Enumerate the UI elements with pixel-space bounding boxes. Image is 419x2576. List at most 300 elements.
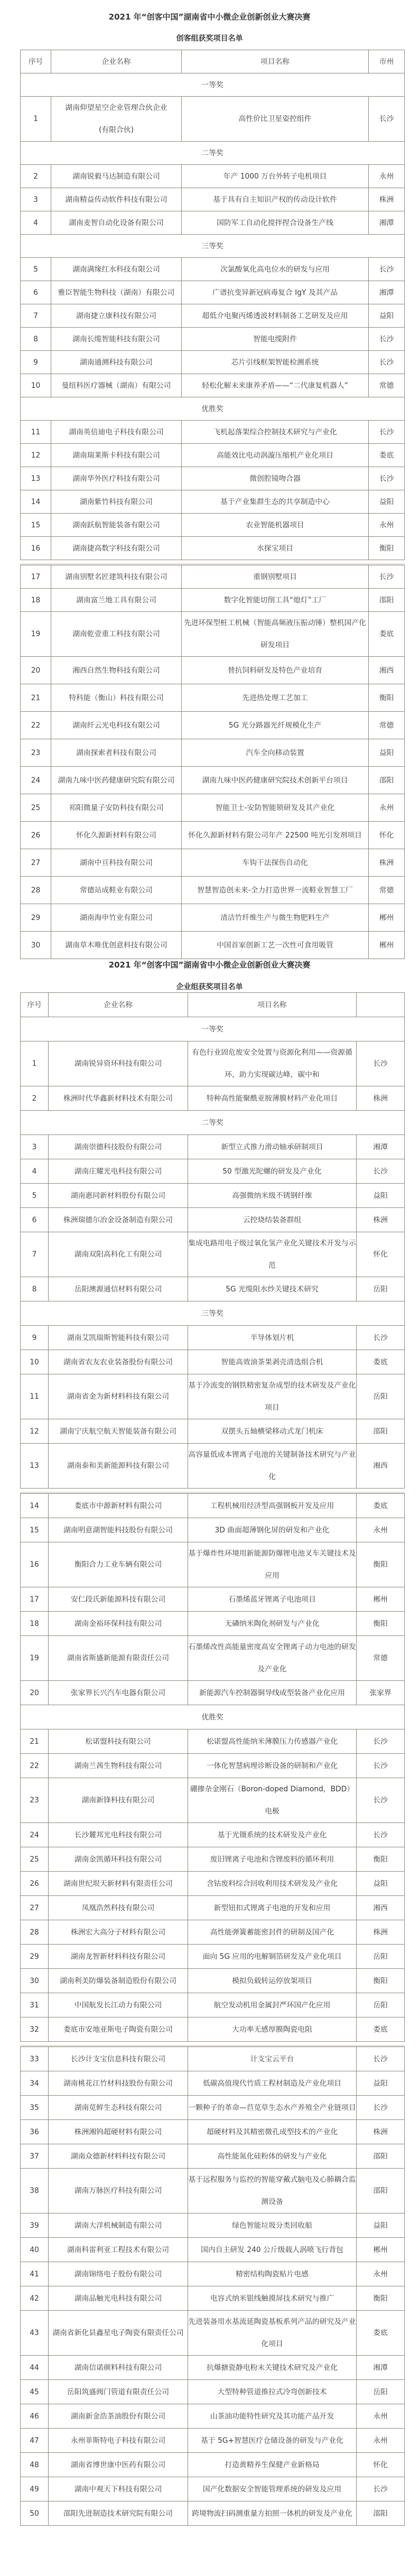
project-name: 基于光镊系统的技术研发及产业化 bbox=[188, 1823, 357, 1847]
project-name: 年产 1000 万台外转子电机项目 bbox=[182, 165, 369, 188]
company-name: 株洲湘钨超硬材料有限公司 bbox=[49, 2120, 188, 2144]
table-row bbox=[21, 1135, 405, 1159]
project-name: 基于远程服务与监控的智能穿戴式脑电及心肺耦合监测设备 bbox=[188, 2169, 357, 2214]
city-name: 长沙 bbox=[369, 421, 405, 444]
award-level-label: 优胜奖 bbox=[21, 1705, 405, 1729]
city-name: 株洲 bbox=[369, 849, 405, 877]
award-level-row bbox=[21, 1111, 405, 1135]
company-name: 湖南金裕环保科技有限公司 bbox=[49, 1612, 188, 1636]
table-row bbox=[21, 188, 405, 211]
project-name: 大功率无感厚膜陶瓷电阻 bbox=[188, 2017, 357, 2042]
row-number: 28 bbox=[21, 1920, 49, 1945]
company-name: 湖南大洋机械制造有限公司 bbox=[49, 2214, 188, 2238]
project-name: 轻松化解未来康养矛盾——“二代康复机器人” bbox=[182, 374, 369, 397]
project-name: 基于具有自主知识产权的传动设计软件 bbox=[182, 188, 369, 211]
city-name: 湘西 bbox=[357, 1896, 405, 1920]
city-name: 张家界 bbox=[357, 1681, 405, 1705]
award-table bbox=[20, 2047, 405, 2526]
table-row bbox=[21, 1232, 405, 1277]
table-row bbox=[21, 1847, 405, 1872]
row-number: 7 bbox=[21, 1232, 49, 1277]
row-number: 47 bbox=[21, 2429, 49, 2453]
company-name: 曼纽科医疗器械（湖南）有限公司 bbox=[51, 374, 182, 397]
row-number: 29 bbox=[21, 904, 51, 932]
row-number: 1 bbox=[21, 1041, 49, 1086]
project-name: 中国首家创新工艺一次性可食用吸管 bbox=[182, 932, 369, 959]
company-name: 湖南桃花江竹材科技股份有限公司 bbox=[49, 2071, 188, 2096]
table-row bbox=[21, 258, 405, 281]
table-row bbox=[21, 657, 405, 684]
company-name: 湖南省金为新材料科技有限公司 bbox=[49, 1374, 188, 1419]
city-name: 娄底 bbox=[369, 444, 405, 467]
company-name: 娄底市中源新材料有限公司 bbox=[49, 1494, 188, 1518]
city-name: 岳阳 bbox=[357, 1374, 405, 1419]
table-row bbox=[21, 2238, 405, 2262]
company-name: 湖南利美防爆装备制造股份有限公司 bbox=[49, 1969, 188, 1993]
company-name: 张家界长兴汽车电器有限公司 bbox=[49, 1681, 188, 1705]
city-name: 长沙 bbox=[357, 2096, 405, 2120]
company-name: 岳阳澳源通信材料有限公司 bbox=[49, 1277, 188, 1301]
project-name: 国内自主研发 240 公斤级载人涡喷飞行背包 bbox=[188, 2238, 357, 2262]
company-name: 湖南满缘红水科技有限公司 bbox=[51, 258, 182, 281]
project-name: 绿色智能垃圾分类回收船 bbox=[188, 2214, 357, 2238]
project-name: 打造黄精养生保健产业新格局 bbox=[188, 2453, 357, 2477]
award-level-row bbox=[21, 1705, 405, 1729]
project-name: 飞机起落架综合控制技术研究与产业化 bbox=[182, 421, 369, 444]
award-level-row bbox=[21, 73, 405, 97]
table-header-row bbox=[21, 50, 405, 73]
company-name: 湖南瑞莱斯卡科技有限公司 bbox=[51, 444, 182, 467]
header-project: 项目名称 bbox=[188, 993, 357, 1017]
project-name: 石墨烯改性高能量密度高安全锂离子动力电池的研发及产业化 bbox=[188, 1636, 357, 1681]
row-number: 39 bbox=[21, 2214, 49, 2238]
company-name: 湖南双阳高科化工有限公司 bbox=[49, 1232, 188, 1277]
row-number: 31 bbox=[21, 1993, 49, 2017]
table-row bbox=[21, 1494, 405, 1518]
city-name: 常德 bbox=[357, 1636, 405, 1681]
table-row bbox=[21, 1086, 405, 1111]
row-number: 2 bbox=[21, 1086, 49, 1111]
company-name: 湖南新金浩茶油股份有限公司 bbox=[49, 2404, 188, 2429]
row-number: 10 bbox=[21, 374, 51, 397]
project-name: 高能效比电动涡漩压缩机产业化项目 bbox=[182, 444, 369, 467]
project-name: 基于 5G+智慧医疗仓储设备的研发与产业化 bbox=[188, 2429, 357, 2453]
company-name: 怀化久源新材料有限公司 bbox=[51, 822, 182, 849]
project-name: 一体化智慧病理诊断设备的研制和产业化 bbox=[188, 1754, 357, 1778]
table-row bbox=[21, 165, 405, 188]
project-name: 先进环保型桩工机械（智能高频液压振动锤）整机国产化研发项目 bbox=[182, 612, 369, 657]
row-number: 20 bbox=[21, 657, 51, 684]
table-row bbox=[21, 1184, 405, 1208]
company-name: 中国航发长江动力有限公司 bbox=[49, 1993, 188, 2017]
project-name: 模拟负载转运停放架项目 bbox=[188, 1969, 357, 1993]
table-row bbox=[21, 1612, 405, 1636]
table-row bbox=[21, 2429, 405, 2453]
city-name: 怀化 bbox=[357, 2453, 405, 2477]
row-number: 22 bbox=[21, 712, 51, 739]
city-name: 邵阳 bbox=[369, 767, 405, 794]
project-name: 50 型激光陀螺的研发及产业化 bbox=[188, 1159, 357, 1184]
company-name: 湖南捷高数字科技有限公司 bbox=[51, 537, 182, 560]
row-number: 4 bbox=[21, 211, 51, 235]
table-row bbox=[21, 2286, 405, 2311]
project-name: 替抗饲料研发及特色产业培育 bbox=[182, 657, 369, 684]
row-number: 19 bbox=[21, 612, 51, 657]
company-name: 娄底市安地亚斯电子陶瓷有限公司 bbox=[49, 2017, 188, 2042]
table-row bbox=[21, 444, 405, 467]
company-name: 株洲瑞德尔冶金设备制造有限公司 bbox=[49, 1208, 188, 1232]
award-list-block bbox=[0, 960, 419, 2526]
row-number: 1 bbox=[21, 97, 51, 142]
city-name: 株洲 bbox=[357, 2120, 405, 2144]
row-number: 21 bbox=[21, 1729, 49, 1754]
table-row bbox=[21, 1419, 405, 1444]
header-city: 市州 bbox=[369, 50, 405, 73]
project-name: 先进装备用水基流延陶瓷基板系列产品的研究及产业化项目 bbox=[188, 2311, 357, 2356]
row-number: 38 bbox=[21, 2169, 49, 2214]
project-name: 抗爆搪瓷静电粉末关键技术研究及产业化 bbox=[188, 2356, 357, 2380]
city-name: 娄底 bbox=[357, 2311, 405, 2356]
row-number: 26 bbox=[21, 822, 51, 849]
city-name: 衡阳 bbox=[357, 1542, 405, 1587]
table-row bbox=[21, 794, 405, 822]
city-name: 娄底 bbox=[357, 1494, 405, 1518]
company-name: 湖南省新化县鑫星电子陶瓷有限责任公司 bbox=[49, 2311, 188, 2356]
row-number: 13 bbox=[21, 467, 51, 490]
row-number: 36 bbox=[21, 2120, 49, 2144]
city-name: 怀化 bbox=[357, 1232, 405, 1277]
project-name: 集成电路用电子级过氧化氢产业化关键技术开发与示范 bbox=[188, 1232, 357, 1277]
row-number: 32 bbox=[21, 2017, 49, 2042]
table-row bbox=[21, 2262, 405, 2286]
list-subtitle: 企业组获奖项目名单 bbox=[176, 983, 243, 991]
company-name: 永州菲斯特电子科技有限公司 bbox=[49, 2429, 188, 2453]
table-row bbox=[21, 2356, 405, 2380]
project-name: 无磷纳米陶化剂研发与产业化 bbox=[188, 1612, 357, 1636]
row-number: 25 bbox=[21, 1847, 49, 1872]
row-number: 23 bbox=[21, 739, 51, 767]
table-row bbox=[21, 1754, 405, 1778]
company-name: 湖南宁庆航空航天智能装备有限公司 bbox=[49, 1419, 188, 1444]
table-row bbox=[21, 1729, 405, 1754]
city-name: 益阳 bbox=[369, 739, 405, 767]
row-number: 27 bbox=[21, 1896, 49, 1920]
project-name: 超硬材料及其精密微孔成型技术的产业化 bbox=[188, 2120, 357, 2144]
city-name: 衡阳 bbox=[357, 2286, 405, 2311]
project-name: 基于产业集群生态的共享制造中心 bbox=[182, 490, 369, 514]
project-name: 智能卫士-安防智能锁研发及其产业化 bbox=[182, 794, 369, 822]
award-level-row bbox=[21, 1017, 405, 1041]
table-row bbox=[21, 822, 405, 849]
company-name: 常德站成鞋业有限公司 bbox=[51, 877, 182, 904]
table-row bbox=[21, 514, 405, 537]
city-name: 湘潭 bbox=[357, 2356, 405, 2380]
city-name: 郴州 bbox=[369, 904, 405, 932]
row-number: 50 bbox=[21, 2501, 49, 2526]
company-name: 邵阳先进制造技术研究院有限公司 bbox=[49, 2501, 188, 2526]
award-list-block bbox=[0, 12, 419, 959]
row-number: 14 bbox=[21, 490, 51, 514]
row-number: 37 bbox=[21, 2144, 49, 2169]
city-name: 株洲 bbox=[357, 1208, 405, 1232]
table-row bbox=[21, 1542, 405, 1587]
company-name: 湖南海申竹业有限公司 bbox=[51, 904, 182, 932]
table-row bbox=[21, 537, 405, 560]
row-number: 18 bbox=[21, 589, 51, 612]
project-name: 硼掺杂金刚石（Boron-doped Diamond，BDD）电极 bbox=[188, 1778, 357, 1823]
company-name: 湖南艾凯瑞斯智能科技有限公司 bbox=[49, 1326, 188, 1350]
city-name: 常德 bbox=[369, 712, 405, 739]
project-name: 超低介电聚丙烯透波材料制备工艺研发及应用 bbox=[182, 304, 369, 328]
company-name: 湖南龙智新材料科技有限公司 bbox=[49, 1945, 188, 1969]
city-name: 邵阳 bbox=[357, 2169, 405, 2214]
row-number: 2 bbox=[21, 165, 51, 188]
table-row bbox=[21, 1518, 405, 1542]
table-row bbox=[21, 1326, 405, 1350]
award-level-row bbox=[21, 397, 405, 421]
project-name: 国防军工自动化搅拌捏合设备生产线 bbox=[182, 211, 369, 235]
company-name: 湘西自然生物科技有限公司 bbox=[51, 657, 182, 684]
company-name: 湖南九味中医药健康研究院有限公司 bbox=[51, 767, 182, 794]
city-name: 株洲 bbox=[357, 1920, 405, 1945]
city-name: 湘潭 bbox=[369, 281, 405, 304]
company-name: 湖南草木唯优创意科技有限公司 bbox=[51, 932, 182, 959]
table-row bbox=[21, 849, 405, 877]
row-number: 16 bbox=[21, 1542, 49, 1587]
project-name: 石墨烯蓝牙锂离子电池项目 bbox=[188, 1587, 357, 1612]
project-name: 计支宝云平台 bbox=[188, 2047, 357, 2071]
company-name: 安仁段氏新能源科技有限公司 bbox=[49, 1587, 188, 1612]
city-name: 益阳 bbox=[357, 1184, 405, 1208]
award-table bbox=[20, 1493, 405, 2042]
table-row bbox=[21, 328, 405, 351]
table-row bbox=[21, 712, 405, 739]
row-number: 12 bbox=[21, 1419, 49, 1444]
project-name: 5G 光缆阻水纱关键技术研究 bbox=[188, 1277, 357, 1301]
company-name: 长沙麓邦光电科技有限公司 bbox=[49, 1823, 188, 1847]
city-name: 常德 bbox=[369, 877, 405, 904]
city-name: 永州 bbox=[357, 2429, 405, 2453]
city-name: 长沙 bbox=[357, 2047, 405, 2071]
company-name: 湖南别墅名匠建筑科技有限公司 bbox=[51, 565, 182, 589]
row-number: 8 bbox=[21, 328, 51, 351]
company-name: 岳阳筑盛阀门管道有限责任公司 bbox=[49, 2380, 188, 2404]
city-name: 株洲 bbox=[357, 1086, 405, 1111]
company-name: 湖南锐异资环科技有限公司 bbox=[49, 1041, 188, 1086]
city-name: 长沙 bbox=[357, 1823, 405, 1847]
list-subtitle: 创客组获奖项目名单 bbox=[176, 34, 243, 43]
city-name: 邵阳 bbox=[369, 589, 405, 612]
company-name: 湖南省斯盛新能源有限责任公司 bbox=[49, 1636, 188, 1681]
table-header-row bbox=[21, 993, 405, 1017]
document-title: 2021 年“创客中国”湖南省中小微企业创新创业大赛决赛 bbox=[108, 960, 311, 970]
table-row bbox=[21, 2120, 405, 2144]
city-name: 娄底 bbox=[357, 1350, 405, 1374]
project-name: 次氯酸氧化高电位水的研发与应用 bbox=[182, 258, 369, 281]
award-level-row bbox=[21, 1301, 405, 1326]
project-name: 先进热处理工艺加工 bbox=[182, 684, 369, 712]
row-number: 27 bbox=[21, 849, 51, 877]
project-name: 双摆头五轴横梁移动式龙门机床 bbox=[188, 1419, 357, 1444]
table-row bbox=[21, 351, 405, 374]
city-name: 邵阳 bbox=[357, 2144, 405, 2169]
table-row bbox=[21, 490, 405, 514]
table-row bbox=[21, 739, 405, 767]
company-name: 湖南长缆智能科技有限公司 bbox=[51, 328, 182, 351]
row-number: 10 bbox=[21, 1350, 49, 1374]
project-name: 数字化智能切削工具“熄灯”工厂 bbox=[182, 589, 369, 612]
row-number: 12 bbox=[21, 444, 51, 467]
company-name: 湖南中亘科技有限公司 bbox=[51, 849, 182, 877]
table-row bbox=[21, 281, 405, 304]
award-level-row bbox=[21, 235, 405, 258]
project-name: 5G 光分路器光纤规模化生产 bbox=[182, 712, 369, 739]
project-name: 基于冷流变的钢铁精密复杂成型的技术研发及产业化项目 bbox=[188, 1374, 357, 1419]
table-row bbox=[21, 304, 405, 328]
table-row bbox=[21, 374, 405, 397]
project-name: 怀化久源新材料有限公司年产 22500 吨光引发剂项目 bbox=[182, 822, 369, 849]
row-number: 13 bbox=[21, 1444, 49, 1489]
table-row bbox=[21, 1208, 405, 1232]
row-number: 6 bbox=[21, 281, 51, 304]
city-name: 益阳 bbox=[357, 2071, 405, 2096]
city-name: 永州 bbox=[357, 1518, 405, 1542]
row-number: 11 bbox=[21, 421, 51, 444]
city-name: 衡阳 bbox=[369, 684, 405, 712]
company-name: 湖南锦络电子股份有限公司 bbox=[49, 2262, 188, 2286]
award-level-label: 二等奖 bbox=[21, 1111, 405, 1135]
city-name: 长沙 bbox=[357, 1326, 405, 1350]
project-name: 汽车全向移动装置 bbox=[182, 739, 369, 767]
company-name: 湖南信诺颜料科技有限公司 bbox=[49, 2356, 188, 2380]
company-name: 湖南英倍迪电子科技有限公司 bbox=[51, 421, 182, 444]
header-project: 项目名称 bbox=[182, 50, 369, 73]
project-name: 国产化数据安全智能管理系统的研发及应用 bbox=[188, 2477, 357, 2501]
row-number: 30 bbox=[21, 932, 51, 959]
table-row bbox=[21, 1969, 405, 1993]
project-name: 智能电缆附件 bbox=[182, 328, 369, 351]
row-number: 29 bbox=[21, 1945, 49, 1969]
table-row bbox=[21, 2096, 405, 2120]
row-number: 35 bbox=[21, 2096, 49, 2120]
award-table bbox=[20, 565, 405, 959]
table-row bbox=[21, 2380, 405, 2404]
row-number: 23 bbox=[21, 1778, 49, 1823]
row-number: 19 bbox=[21, 1636, 49, 1681]
city-name: 衡阳 bbox=[357, 1847, 405, 1872]
table-row bbox=[21, 1823, 405, 1847]
row-number: 34 bbox=[21, 2071, 49, 2096]
table-row bbox=[21, 467, 405, 490]
company-name: 衡阳合力工业车辆有限公司 bbox=[49, 1542, 188, 1587]
project-name: 智慧智造创未来-全力打造世界一流鞋业智慧工厂 bbox=[182, 877, 369, 904]
project-name: 有色行业固危废安全处置与资源化利用——资源循环，助力实现碳达峰，碳中和 bbox=[188, 1041, 357, 1086]
company-name: 湖南庄耀光电科技有限公司 bbox=[49, 1159, 188, 1184]
company-name: 湖南新锋科技有限公司 bbox=[49, 1778, 188, 1823]
row-number: 30 bbox=[21, 1969, 49, 1993]
table-row bbox=[21, 684, 405, 712]
project-name: 农业智能机器项目 bbox=[182, 514, 369, 537]
table-row bbox=[21, 1993, 405, 2017]
city-name: 长沙 bbox=[357, 1778, 405, 1823]
company-name: 湖南泰和美新能源科技有限公司 bbox=[49, 1444, 188, 1489]
city-name: 娄底 bbox=[357, 2017, 405, 2042]
row-number: 8 bbox=[21, 1277, 49, 1301]
row-number: 9 bbox=[21, 351, 51, 374]
company-name: 株洲宏大高分子材料有限公司 bbox=[49, 1920, 188, 1945]
company-name: 湖南华外医疗科技有限公司 bbox=[51, 467, 182, 490]
row-number: 24 bbox=[21, 767, 51, 794]
city-name: 长沙 bbox=[357, 2477, 405, 2501]
row-number: 5 bbox=[21, 1184, 49, 1208]
city-name: 长沙 bbox=[369, 328, 405, 351]
row-number: 33 bbox=[21, 2047, 49, 2071]
table-row bbox=[21, 932, 405, 959]
city-name: 湘潭 bbox=[369, 211, 405, 235]
award-table bbox=[20, 992, 405, 1489]
project-name: 跨境物流扫码测重量方拍照一体机的研发及产业化 bbox=[188, 2501, 357, 2526]
city-name: 永州 bbox=[357, 2262, 405, 2286]
project-name: 废旧锂离子电池和含锂废料的循环利用 bbox=[188, 1847, 357, 1872]
row-number: 21 bbox=[21, 684, 51, 712]
row-number: 45 bbox=[21, 2380, 49, 2404]
city-name: 益阳 bbox=[357, 1872, 405, 1896]
project-name: 水探宝项目 bbox=[182, 537, 369, 560]
table-row bbox=[21, 2501, 405, 2526]
table-row bbox=[21, 589, 405, 612]
city-name: 永州 bbox=[357, 2404, 405, 2429]
project-name: 含钴废料综合回收利用技术研发及产业化 bbox=[188, 1872, 357, 1896]
project-name: 工程机械用经济型高强钢板开发及应用 bbox=[188, 1494, 357, 1518]
project-name: 面向 5G 应用的电解铜箔研发及产业化项目 bbox=[188, 1945, 357, 1969]
document-title: 2021 年“创客中国”湖南省中小微企业创新创业大赛决赛 bbox=[108, 12, 311, 22]
project-name: 半导体划片机 bbox=[188, 1326, 357, 1350]
city-name: 郴州 bbox=[357, 2238, 405, 2262]
project-name: 云控烧结装备群组 bbox=[188, 1208, 357, 1232]
city-name: 怀化 bbox=[369, 822, 405, 849]
company-name: 凤凰浩然科技有限公司 bbox=[49, 1896, 188, 1920]
project-name: 清洁竹纤维生产与微生物肥料生产 bbox=[182, 904, 369, 932]
award-table bbox=[20, 50, 405, 560]
city-name: 株洲 bbox=[369, 188, 405, 211]
table-row bbox=[21, 1872, 405, 1896]
city-name: 常德 bbox=[369, 374, 405, 397]
company-name: 湖南中观天下科技有限公司 bbox=[49, 2477, 188, 2501]
project-name: 高容量低成本锂离子电池的关键制备技术研究与产业化 bbox=[188, 1444, 357, 1489]
project-name: 微创腔镜吻合器 bbox=[182, 467, 369, 490]
city-name: 益阳 bbox=[369, 304, 405, 328]
project-name: 重钢别墅项目 bbox=[182, 565, 369, 589]
row-number: 20 bbox=[21, 1681, 49, 1705]
table-row bbox=[21, 2453, 405, 2477]
company-name: 湖南捷立康科技有限公司 bbox=[51, 304, 182, 328]
city-name: 岳阳 bbox=[357, 1277, 405, 1301]
table-row bbox=[21, 421, 405, 444]
table-row bbox=[21, 1159, 405, 1184]
table-row bbox=[21, 2017, 405, 2042]
row-number: 9 bbox=[21, 1326, 49, 1350]
city-name: 郴州 bbox=[357, 1587, 405, 1612]
award-level-label: 优胜奖 bbox=[21, 397, 405, 421]
table-row bbox=[21, 1587, 405, 1612]
table-row bbox=[21, 2311, 405, 2356]
award-level-label: 三等奖 bbox=[21, 235, 405, 258]
award-level-row bbox=[21, 142, 405, 165]
project-name: 电容式纳米银线触摸屏技术研究与推广 bbox=[188, 2286, 357, 2311]
project-name: 广谱抗变异新冠病毒复合 IgY 及其产品 bbox=[182, 281, 369, 304]
table-row bbox=[21, 877, 405, 904]
city-name: 长沙 bbox=[369, 97, 405, 142]
